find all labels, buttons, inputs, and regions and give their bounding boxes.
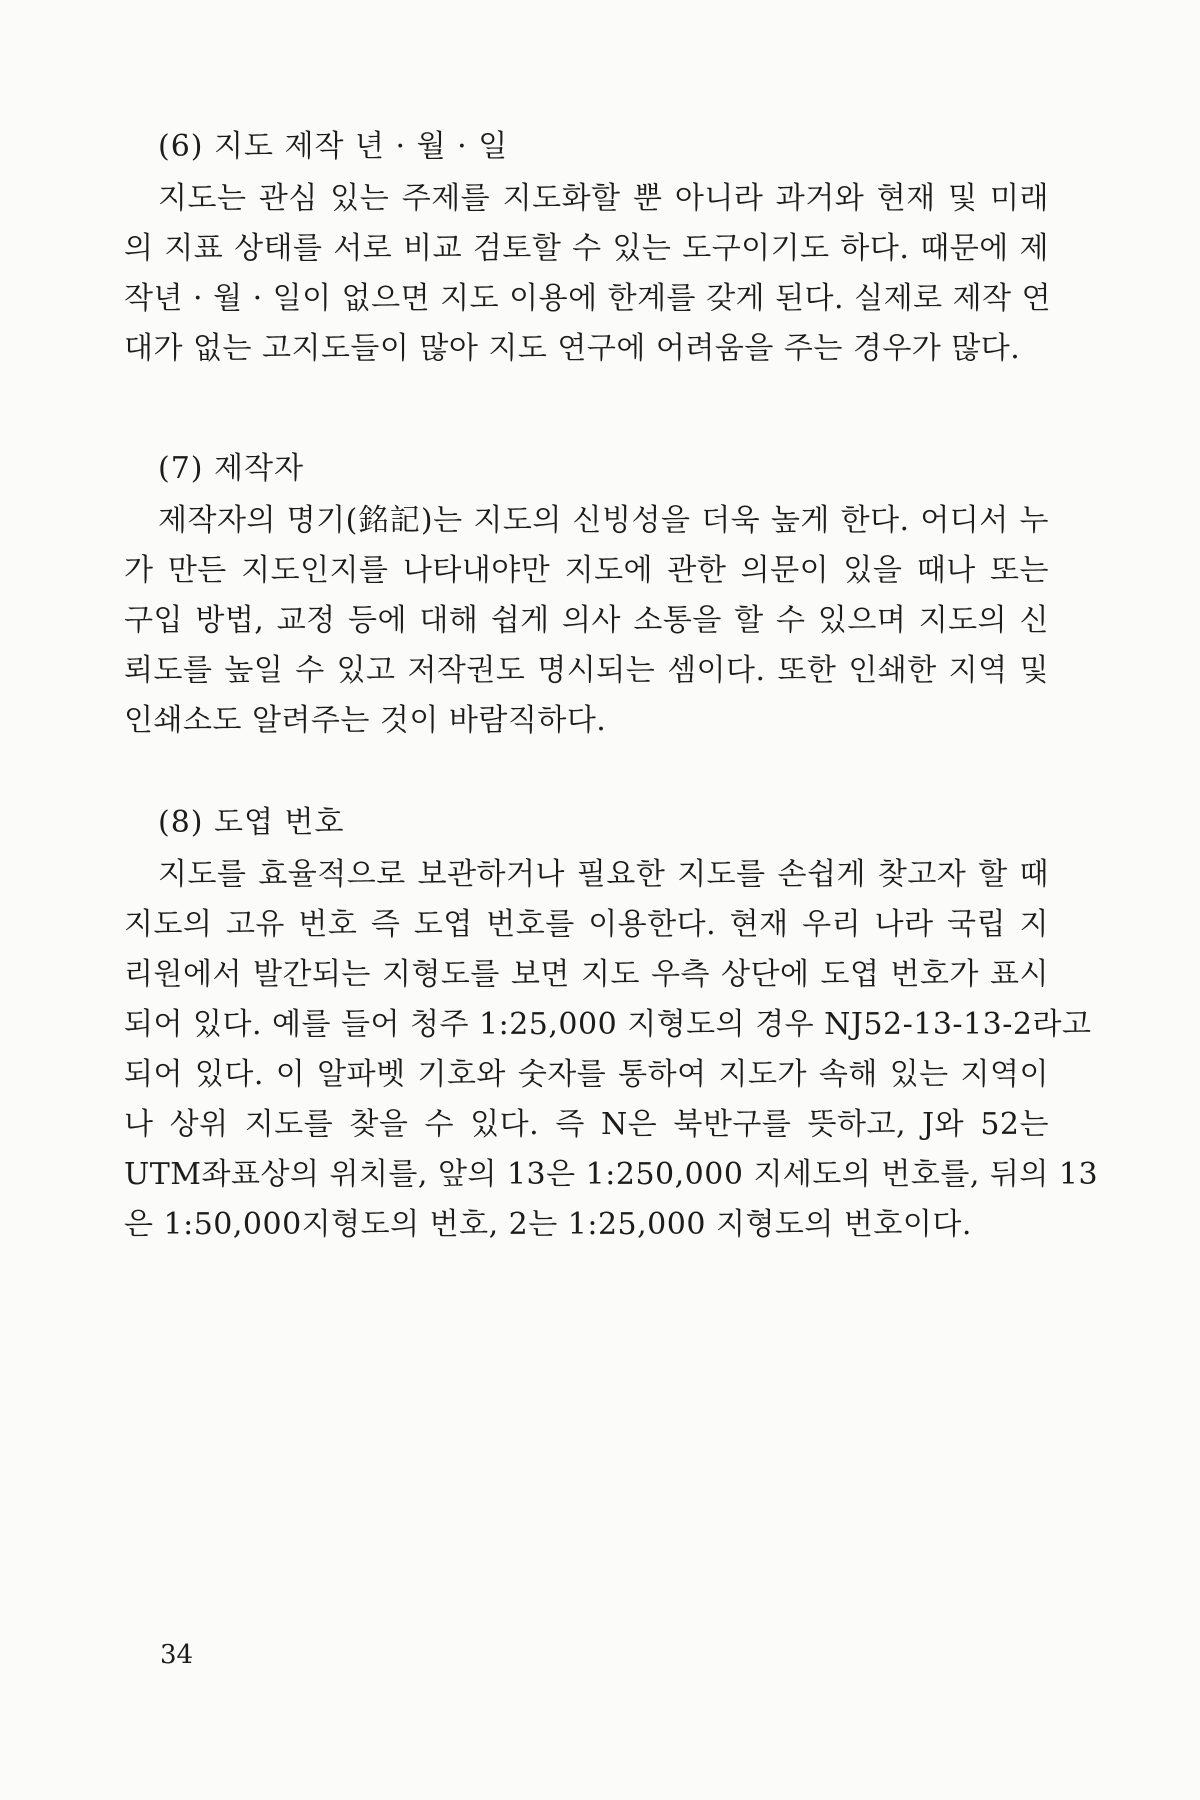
text-line: 지도를 효율적으로 보관하거나 필요한 지도를 손쉽게 찾고자 할 때 — [158, 857, 1049, 892]
section-map-maker — [124, 446, 1049, 746]
text-line: 되어 있다. 이 알파벳 기호와 숫자를 통하여 지도가 속해 있는 지역이 — [124, 1057, 1049, 1092]
section-heading: (6) 지도 제작 년 · 월 · 일 — [158, 129, 509, 164]
text-line: 리원에서 발간되는 지형도를 보면 지도 우측 상단에 도엽 번호가 표시 — [124, 957, 1049, 992]
section-heading: (8) 도엽 번호 — [158, 805, 345, 840]
section-body — [124, 850, 1099, 1250]
text-line: 나 상위 지도를 찾을 수 있다. 즉 N은 북반구를 뜻하고, J와 52는 — [124, 1107, 1049, 1142]
section-body — [124, 496, 1049, 746]
text-line: 되어 있다. 예를 들어 청주 1:25,000 지형도의 경우 NJ52-13-13-2라고 — [124, 1007, 1092, 1042]
section-heading: (7) 제작자 — [158, 451, 304, 486]
text-line: 대가 없는 고지도들이 많아 지도 연구에 어려움을 주는 경우가 많다. — [124, 331, 1021, 366]
text-line: 지도는 관심 있는 주제를 지도화할 뿐 아니라 과거와 현재 및 미래 — [158, 181, 1049, 216]
text-line: 가 만든 지도인지를 나타내야만 지도에 관한 의문이 있을 때나 또는 — [124, 553, 1049, 588]
text-line: 지도의 고유 번호 즉 도엽 번호를 이용한다. 현재 우리 나라 국립 지 — [124, 907, 1049, 942]
page-number: 34 — [160, 1640, 194, 1670]
section-map-production-date — [124, 124, 1052, 374]
text-line: 뢰도를 높일 수 있고 저작권도 명시되는 셈이다. 또한 인쇄한 지역 및 — [124, 653, 1049, 688]
text-line: 인쇄소도 알려주는 것이 바람직하다. — [124, 703, 607, 738]
section-sheet-number — [124, 800, 1099, 1250]
text-line: 구입 방법, 교정 등에 대해 쉽게 의사 소통을 할 수 있으며 지도의 신 — [124, 603, 1049, 638]
text-line: 작년 · 월 · 일이 없으면 지도 이용에 한계를 갖게 된다. 실제로 제작 연 — [124, 281, 1052, 316]
text-line: 제작자의 명기(銘記)는 지도의 신빙성을 더욱 높게 한다. 어디서 누 — [158, 503, 1049, 538]
text-line: 은 1:50,000지형도의 번호, 2는 1:25,000 지형도의 번호이다. — [124, 1207, 972, 1242]
text-line: 의 지표 상태를 서로 비교 검토할 수 있는 도구이기도 하다. 때문에 제 — [124, 231, 1049, 266]
section-body — [124, 174, 1052, 374]
text-line: UTM좌표상의 위치를, 앞의 13은 1:250,000 지세도의 번호를, 뒤의 13 — [124, 1157, 1099, 1192]
